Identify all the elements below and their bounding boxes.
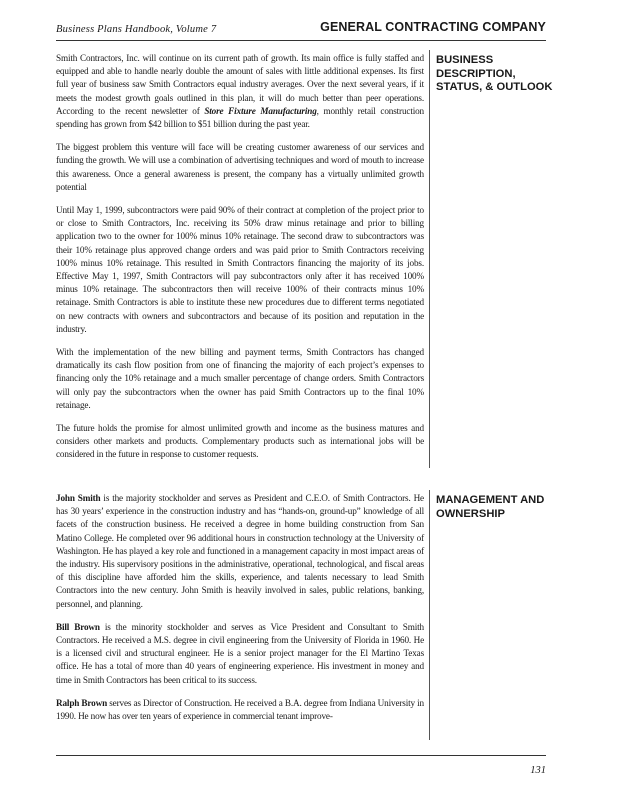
management-section (56, 492, 424, 733)
business-section (56, 52, 424, 472)
paragraph: John Smith is the majority stockholder and serves as President and C.E.O. of Smith Contractors. He has 30 years’ experience in the construction industry and has “hands-on, ground-up” knowledge of all facets of the construction business. He received a degree in home building construction from San Matino College. He completed over 96 additional hours in construction technology at the University of Washington. He has played a key role and functioned in a management capacity in most impact areas of the industry. His supervisory positions in the administrative, operational, technological, and fiscal areas of this discipline have afforded him the skills, experience, and talents necessary to lead Smith Contractors into the new century. John Smith is heavily involved in sales, public relations, banking, personnel, and planning. (56, 493, 424, 609)
paragraph: The biggest problem this venture will face will be creating customer awareness of our services and funding the growth. We will use a combination of advertising techniques and word of mouth to increase this awareness. Once a general awareness is present, the company has a virtually unlimited growth potential (56, 142, 424, 192)
top-rule (56, 40, 546, 41)
paragraph: Ralph Brown serves as Director of Construction. He received a B.A. degree from Indiana University in 1990. He now has over ten years of experience in commercial tenant improve- (56, 697, 424, 722)
publication-title: Store Fixture Manufacturing (204, 105, 317, 116)
running-header-title: GENERAL CONTRACTING COMPANY (320, 20, 546, 34)
book-title: Business Plans Handbook, Volume 7 (56, 24, 217, 35)
bottom-rule (56, 755, 546, 756)
section-heading-business: BUSINESS DESCRIPTION, STATUS, & OUTLOOK (436, 54, 553, 93)
person-name: John Smith (56, 493, 101, 503)
paragraph: With the implementation of the new billing and payment terms, Smith Contractors has changed dramatically its cash flow position from one of financing the majority of each project’s expenses to financing only the 10% retainage and a much smaller percentage of change orders. Smith Contractors will only pay the subcontractors when the owner has paid Smith Contractors up to the final 10% retainage. (56, 347, 424, 410)
section-heading-management: MANAGEMENT AND OWNERSHIP (436, 494, 545, 520)
page-number: 131 (530, 765, 546, 776)
paragraph: The future holds the promise for almost unlimited growth and income as the business matures and considers other markets and products. Complementary products such as international jobs will be considered in the future in response to customer requests. (56, 423, 424, 460)
paragraph: Until May 1, 1999, subcontractors were paid 90% of their contract at completion of the project prior to or close to Smith Contractors, Inc. receiving its 50% draw minus retainage and prior to billing application two to the owner for 100% minus 10% retainage. The second draw to subcontractors was their 10% retainage plus approved change orders and was paid prior to Smith Contractors receiving 100% minus 10% retainage. This resulted in Smith Contractors financing the majority of its jobs. Effective May 1, 1997, Smith Contractors will pay subcontractors only after it has received 100% minus 10% retainage. The subcontractors then will receive 100% of their contracts minus 10% retainage. Smith Contractors is able to institute these new procedures due to different terms negotiated on new contracts with owners and subcontractors and because of its position and reputation in the industry. (56, 205, 424, 334)
column-divider (429, 50, 430, 468)
column-divider (429, 490, 430, 740)
person-name: Bill Brown (56, 621, 100, 632)
person-name: Ralph Brown (56, 697, 108, 708)
paragraph: Bill Brown is the minority stockholder and serves as Vice President and Consultant to Smith Contractors. He received a M.S. degree in civil engineering from the University of Florida in 1960. He is a licensed civil and structural engineer. He is a senior project manager for the El Martino Texas office. He has a total of more than 40 years of engineering experience. His investment in money and time in Smith Contractors has been critical to its success. (56, 621, 424, 685)
paragraph: Smith Contractors, Inc. will continue on its current path of growth. Its main office is fully staffed and equipped and able to handle nearly double the amount of sales with little additional expenses. Its first full year of business saw Smith Contractors equal industry averages. Over the next several years, if it meets the modest growth goals outlined in this plan, it will do much better than peer operations. According to the recent newsletter of Store Fixture Manufacturing, monthly retail construction spending has grown from $42 billion to $51 billion during the past year. (56, 53, 425, 130)
